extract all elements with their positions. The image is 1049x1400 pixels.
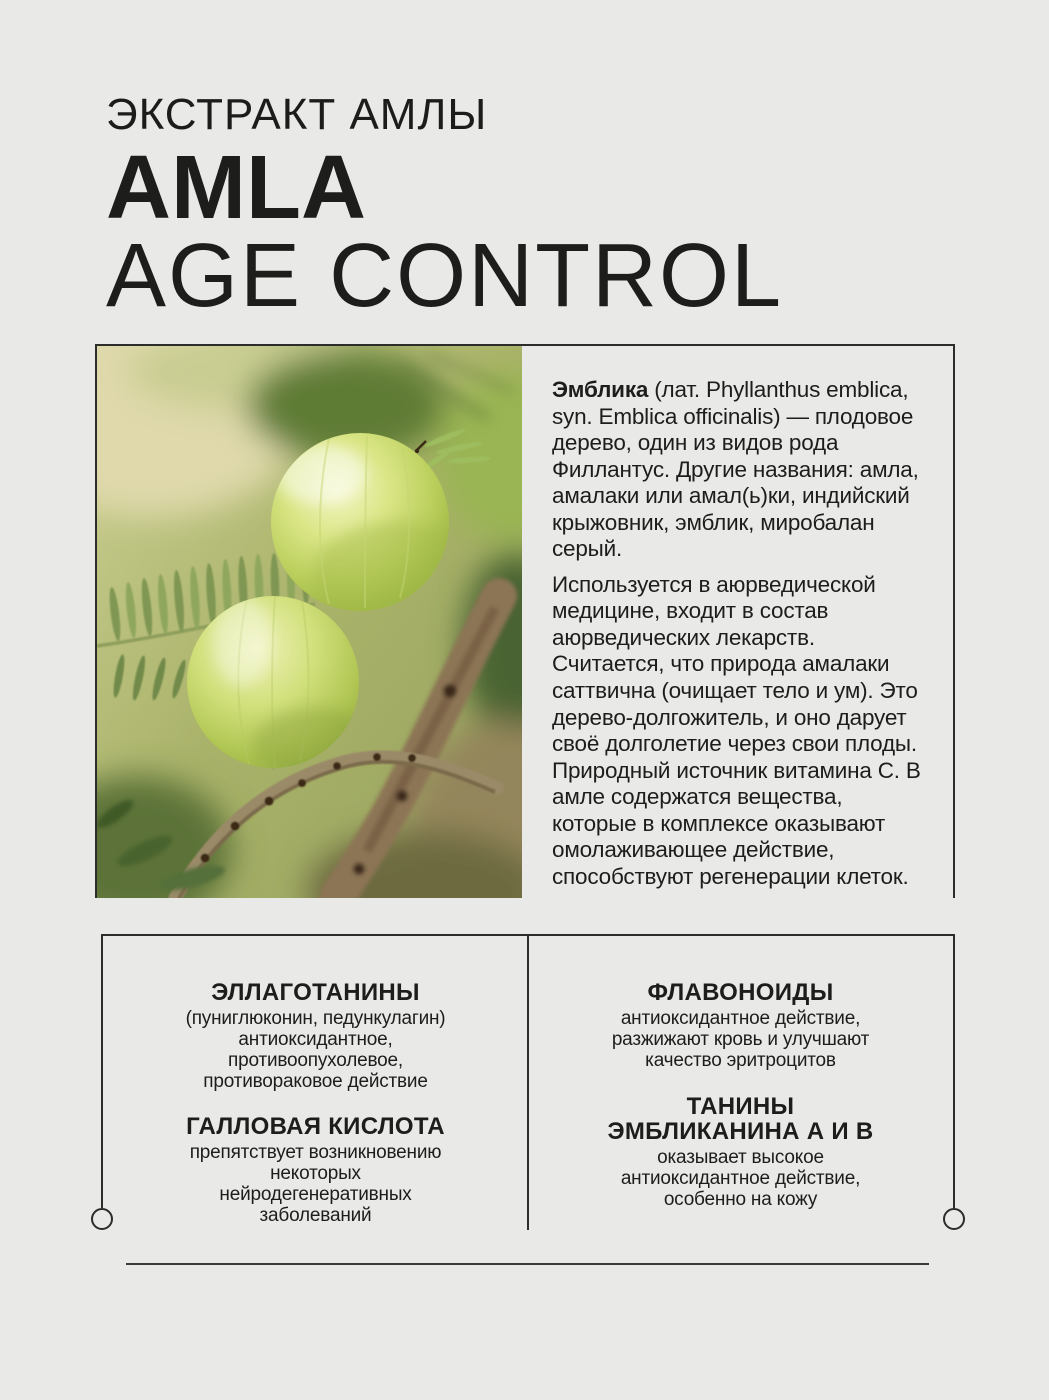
component-column-left [103,936,528,1227]
header [106,90,784,326]
component-description: (пуниглюконин, педункулагин) антиоксидантное, противоопухолевое, противораковое действие [185,1007,446,1092]
component-description: антиоксидантное действие, разжижают кровь и улучшают качество эритроцитов [611,1007,870,1071]
amla-photo-illustration [97,346,522,898]
component-block-flavonoids [528,980,953,1072]
product-title-line2: AGE CONTROL [106,225,784,326]
component-description: препятствует возникновению некоторых нейродегенеративных заболеваний [189,1142,442,1227]
about-paragraph-2: Используется в аюрведической медицине, входит в состав аюрведических лекарств. Считается, что природа амалаки саттвична (очищает тело и ум). Это дерево-долгожитель, и оно дарует своё долголетие через свои плоды. Природный источник витамина С. В амле содержатся вещества, которые в комплексе оказывают омолаживающее действие, способствуют регенерации клеток. [552,571,921,889]
left-pin-circle [91,1208,113,1230]
about-text [522,346,953,898]
component-description: оказывает высокое антиоксидантное действие, особенно на кожу [620,1147,861,1211]
component-title: ТАНИНЫ ЭМБЛИКАНИНА А И В [607,1092,874,1146]
amla-photo [97,346,522,898]
component-column-right [528,936,953,1211]
about-section [95,344,955,898]
about-paragraph-1-lead: Эмблика [552,377,649,402]
product-title-line1: AMLA [106,138,366,239]
component-block-emblicanin-tannins [528,1094,953,1211]
component-title: ФЛАВОНОИДЫ [647,979,834,1006]
component-title: ЭЛЛАГОТАНИНЫ [211,979,420,1006]
component-block-gallic-acid [103,1114,528,1226]
bottom-rule-line [126,1263,929,1265]
about-paragraph-1-rest: (лат. Phyllanthus emblica, syn. Emblica officinalis) — плодовое дерево, один из видов рода Филлантус. Другие названия: амла, амалаки или амал(ь)ки, индийский крыжовник, эмблик, миробалан серый. [552,377,919,562]
column-divider-line [527,934,529,1230]
right-pin-circle [943,1208,965,1230]
product-subtitle: ЭКСТРАКТ АМЛЫ [106,90,488,139]
about-paragraph-1 [552,377,931,563]
component-title: ГАЛЛОВАЯ КИСЛОТА [186,1113,445,1141]
component-block-ellagotannins [103,980,528,1092]
